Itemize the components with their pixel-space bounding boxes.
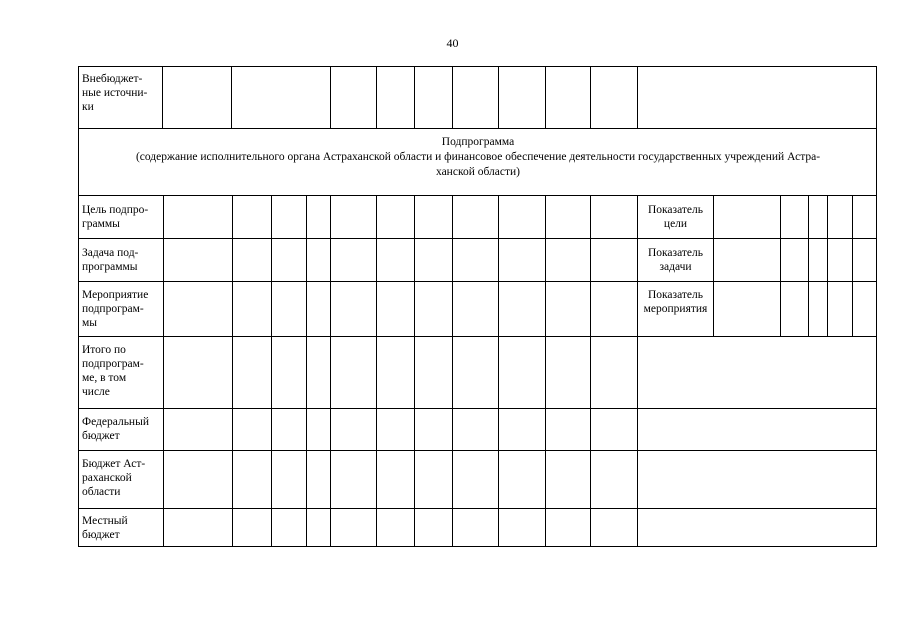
row-separator [78, 281, 877, 282]
column-divider [590, 66, 591, 128]
indicator-column-divider [780, 195, 781, 336]
column-divider [231, 66, 232, 128]
table-border-bottom [78, 546, 877, 547]
column-divider [162, 66, 163, 128]
indicator-column-divider [808, 195, 809, 336]
table-border-top [78, 66, 877, 67]
row-label-measure: Мероприятие подпрограм- мы [82, 289, 149, 329]
column-divider [452, 195, 453, 547]
column-divider [498, 195, 499, 547]
column-divider [452, 66, 453, 128]
row-label-local: Местный бюджет [82, 515, 128, 541]
column-divider [545, 66, 546, 128]
row-label-task: Задача под- программы [82, 247, 139, 273]
row-separator [78, 195, 877, 196]
indicator-task: Показатель задачи [647, 247, 704, 273]
column-divider [376, 66, 377, 128]
table-border-left [78, 66, 79, 547]
subprogram-banner [80, 135, 876, 180]
subprogram-subtitle: (содержание исполнительного органа Астраханской области и финансовое обеспечение деятельности государственных учреждений Астра- ханской области) [135, 151, 821, 178]
column-divider [498, 66, 499, 128]
row-separator [78, 336, 877, 337]
row-separator [78, 128, 877, 129]
indicator-column-divider [713, 195, 714, 336]
column-divider [414, 195, 415, 547]
subprogram-title: Подпрограмма [441, 136, 515, 148]
page-number: 40 [446, 36, 459, 50]
column-divider [590, 195, 591, 547]
indicator-goal: Показатель цели [647, 204, 704, 230]
column-divider [376, 195, 377, 547]
row-label-total: Итого по подпрограм- ме, в том числе [82, 344, 144, 398]
row-separator [78, 238, 877, 239]
row-separator [78, 450, 877, 451]
column-divider [306, 195, 307, 547]
row-label-goal: Цель подпро- граммы [82, 204, 149, 230]
row-label-offbudget: Внебюджет- ные источни- ки [82, 73, 148, 113]
row-label-federal: Федеральный бюджет [82, 416, 149, 442]
column-divider [271, 195, 272, 547]
column-divider [232, 195, 233, 547]
column-divider [163, 195, 164, 547]
indicator-column-divider [827, 195, 828, 336]
indicator-measure: Показатель мероприятия [643, 289, 708, 315]
row-separator [78, 408, 877, 409]
column-divider [330, 195, 331, 547]
row-separator [78, 508, 877, 509]
row-label-regional: Бюджет Аст- раханской области [82, 458, 146, 498]
indicator-column-divider [852, 195, 853, 336]
table-border-right [876, 66, 877, 547]
column-divider [545, 195, 546, 547]
column-divider [414, 66, 415, 128]
column-divider [330, 66, 331, 128]
column-divider [637, 66, 638, 128]
